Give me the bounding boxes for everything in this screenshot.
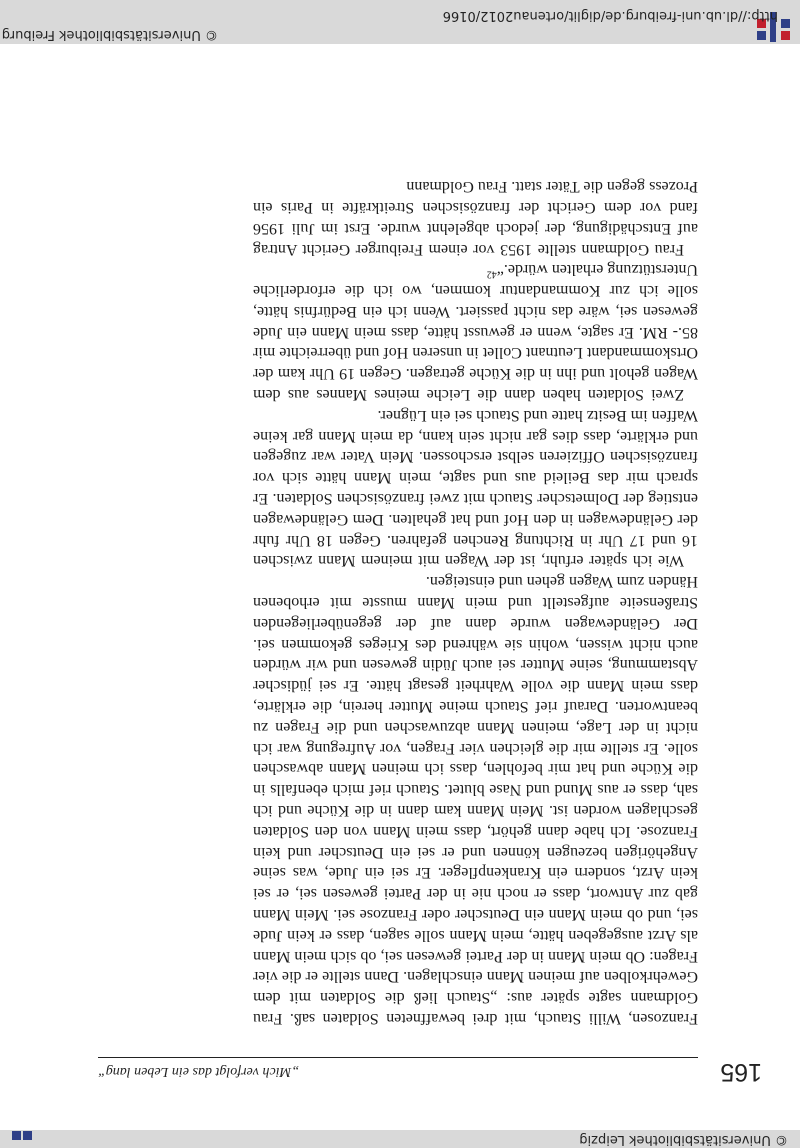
copyright-text: © Universitätsbibliothek Freiburg	[1, 27, 218, 42]
copyright-text: © Universitätsbibliothek Leipzig	[579, 1132, 788, 1147]
university-logo-icon	[8, 1130, 32, 1148]
permalink-url[interactable]: http://dl.ub.uni-freiburg.de/diglit/ortenau2012/0166	[442, 8, 778, 23]
running-title: „Mich verfolgt das ein Leben lang“	[98, 1064, 300, 1079]
footer-bar	[0, 0, 800, 44]
paragraph: Wie ich später erfuhr, ist der Wagen mit meinem Mann zwischen 16 und 17 Uhr in Richtung Renchen gefahren. Gegen 18 Uhr fuhr der Geländewagen in den Hof und hat gehalten. Dem Geländewagen entstieg der Dolmetscher Stauch mit zwei französischen Soldaten. Er sprach mir das Beileid aus und sagte, mein Mann hätte sich vor französischen Offizieren selbst erschossen. Mein Vater war zugegen und erklärte, dass dies gar nicht sein kann, da mein Mann gar keine Waffen im Besitz hatte und Stauch sei ein Lügner.	[253, 406, 698, 570]
running-head	[98, 1057, 698, 1080]
paragraph: Frau Goldmann stellte 1953 vor einem Freiburger Gericht Antrag auf Entschädigung, der jedoch abgelehnt wurde. Erst im Juli 1956 fand vor dem Gericht der französischen Streitkräfte in Paris ein Prozess gegen die Täter statt. Frau Goldmann	[253, 178, 698, 258]
page-number: 165	[720, 1058, 762, 1086]
paragraph: Franzosen, Willi Stauch, mit drei bewaffneten Soldaten saß. Frau Goldmann sagte später aus: „Stauch ließ die Soldaten mit dem Gewehrkolben auf meinen Mann einschlagen. Dann stellte er die vier Fragen: Ob mein Mann in der Partei gewesen sei, ob sich mein Mann als Arzt ausgegeben hätte, mein Mann solle sagen, dass er kein Jude sei, und ob mein Mann ein Deutscher oder Franzose sei. Mein Mann gab zur Antwort, dass er noch nie in der Partei gewesen sei, er sei kein Arzt, sondern ein Krankenpfleger. Er sei ein Jude, was seine Angehörigen bezeugen können und er sei ein Deutscher und kein Franzose. Ich habe dann gehört, dass mein Mann von den Soldaten geschlagen worden ist. Mein Mann kam dann in die Küche und ich sah, dass er aus Mund und Nase blutet. Stauch rief mich ebenfalls in die Küche und hat mir befohlen, dass ich meinen Mann abwaschen solle. Er stellte mir die gleichen vier Fragen, vor Aufregung war ich nicht in der Lage, meinen Mann abzuwaschen und die Fragen zu beantworten. Darauf rief Stauch meine Mutter herein, die erklärte, dass mein Mann die volle Wahrheit gesagt hätte. Er sei jüdischer Abstammung, seine Mutter sei auch Jüdin gewesen und wir würden auch nicht wissen, wohin sie während des Krieges gekommen sei. Der Geländewagen wurde dann auf der gegenüberliegenden Straßenseite aufgestellt und mein Mann musste mit erhobenen Händen zum Wagen gehen und einsteigen.	[253, 573, 698, 1027]
paragraph	[253, 259, 698, 405]
paragraph-text: Zwei Soldaten haben dann die Leiche meines Mannes aus dem Wagen geholt und ihn in die Küche getragen. Gegen 19 Uhr kam der Ortskommandant Leutnant Collet in unseren Hof und überreichte mir 85.- RM. Er sagte, wenn er gewusst hätte, dass mein Mann ein Jude gewesen sei, wäre das nicht passiert. Wenn ich ein Bedürfnis hätte, solle ich zur Kommandantur kommen, wo ich die erforderliche Unterstützung erhalten würde.“	[253, 261, 698, 404]
body-text	[253, 175, 698, 1028]
footnote-mark: 42	[486, 268, 497, 280]
header-bar	[0, 1130, 800, 1148]
